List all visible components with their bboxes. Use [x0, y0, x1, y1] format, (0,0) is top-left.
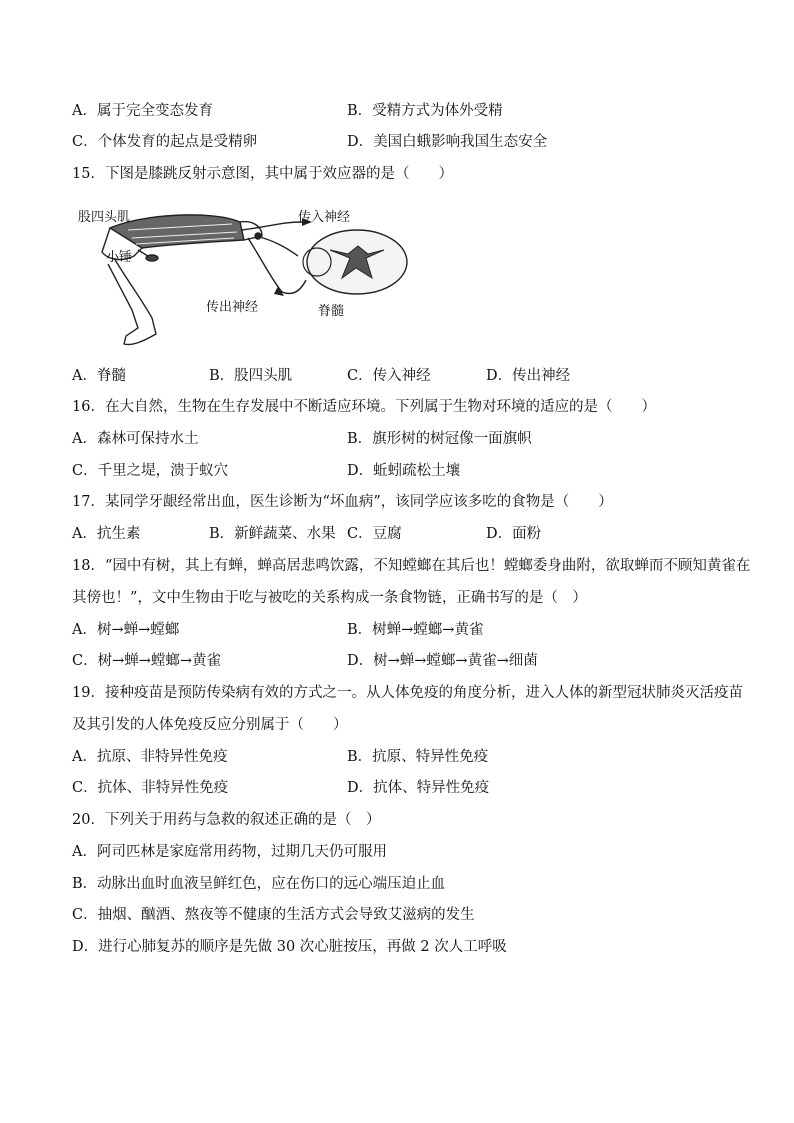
- q16-stem: 16．在大自然，生物在生存发展中不断适应环境。下列属于生物对环境的适应的是（ ）: [72, 399, 656, 415]
- q20-stem: 20．下列关于用药与急救的叙述正确的是（ ）: [72, 812, 381, 828]
- q17-stem: 17．某同学牙龈经常出血，医生诊断为“坏血病”，该同学应该多吃的食物是（ ）: [72, 494, 613, 510]
- q18-stem-line2: 其傍也！”，文中生物由于吃与被吃的关系构成一条食物链，正确书写的是（ ）: [72, 590, 587, 606]
- spinal-cord-drawing: [303, 230, 407, 294]
- label-hammer: 小锤: [106, 250, 133, 265]
- q18-option-d: D．树→蝉→螳螂→黄雀→细菌: [347, 653, 538, 669]
- prev-option-b: B．受精方式为体外受精: [347, 103, 503, 119]
- q18-stem-line1: 18．“园中有树，其上有蝉，蝉高居悲鸣饮露，不知螳螂在其后也！螳螂委身曲附，欲取蝉而不顾知黄雀在: [72, 558, 751, 574]
- q19-stem-line2: 及其引发的人体免疫反应分别属于（ ）: [72, 717, 348, 733]
- label-afferent-nerve: 传入神经: [298, 210, 351, 225]
- prev-option-d: D．美国白蛾影响我国生态安全: [347, 134, 548, 150]
- q16-option-c: C．千里之堤，溃于蚁穴: [72, 463, 229, 479]
- leg-drawing: [102, 215, 262, 345]
- q19-stem-line1: 19．接种疫苗是预防传染病有效的方式之一。从人体免疫的角度分析，进入人体的新型冠状肺炎灭活疫苗: [72, 685, 743, 701]
- q19-option-b: B．抗原、特异性免疫: [347, 749, 489, 765]
- q15-stem: 15．下图是膝跳反射示意图，其中属于效应器的是（ ）: [72, 166, 453, 182]
- q15-option-c: C．传入神经: [347, 368, 431, 384]
- q15-option-b: B．股四头肌: [209, 368, 293, 384]
- q18-option-c: C．树→蝉→螳螂→黄雀: [72, 653, 222, 669]
- q20-option-a: A．阿司匹林是家庭常用药物，过期几天仍可服用: [72, 844, 387, 860]
- q15-option-a: A．脊髓: [72, 368, 126, 384]
- label-spinal-cord: 脊髓: [318, 304, 345, 319]
- q17-option-d: D．面粉: [486, 526, 542, 542]
- q19-option-c: C．抗体、非特异性免疫: [72, 780, 229, 796]
- q18-option-b: B．树蝉→螳螂→黄雀: [347, 622, 484, 638]
- label-quadriceps: 股四头肌: [78, 210, 131, 225]
- q19-option-a: A．抗原、非特异性免疫: [72, 749, 228, 765]
- q20-option-c: C．抽烟、酗酒、熬夜等不健康的生活方式会导致艾滋病的发生: [72, 907, 475, 923]
- knee-jerk-reflex-diagram: [72, 200, 412, 352]
- q15-option-d: D．传出神经: [486, 368, 571, 384]
- q16-option-b: B．旗形树的树冠像一面旗帜: [347, 431, 532, 447]
- q16-option-d: D．蚯蚓疏松土壤: [347, 463, 461, 479]
- q18-option-a: A．树→蝉→螳螂: [72, 622, 180, 638]
- prev-option-c: C．个体发育的起点是受精卵: [72, 134, 258, 150]
- q17-option-a: A．抗生素: [72, 526, 141, 542]
- nerve-pathways: [242, 218, 312, 296]
- q17-option-b: B．新鲜蔬菜、水果: [209, 526, 336, 542]
- q20-option-d: D．进行心肺复苏的顺序是先做 30 次心脏按压，再做 2 次人工呼吸: [72, 939, 507, 955]
- prev-option-a: A．属于完全变态发育: [72, 103, 213, 119]
- label-efferent-nerve: 传出神经: [206, 300, 259, 315]
- q17-option-c: C．豆腐: [347, 526, 402, 542]
- q20-option-b: B．动脉出血时血液呈鲜红色，应在伤口的远心端压迫止血: [72, 876, 446, 892]
- q16-option-a: A．森林可保持水土: [72, 431, 199, 447]
- hammer-icon: [138, 250, 158, 261]
- q19-option-d: D．抗体、特异性免疫: [347, 780, 490, 796]
